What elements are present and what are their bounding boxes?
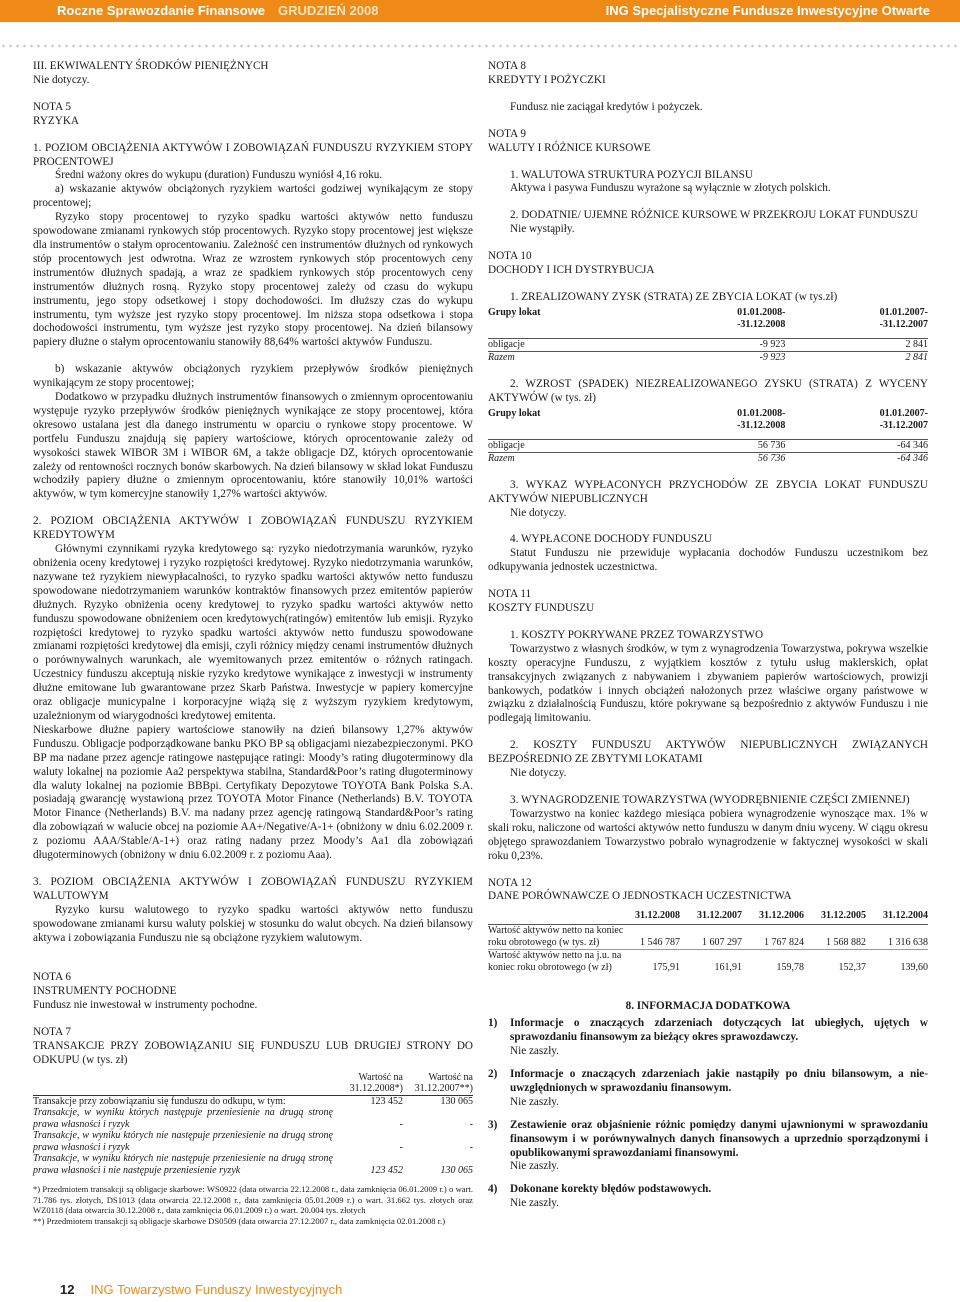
paragraph: Średni ważony okres do wykupu (duration) Funduszu wyniósł 4,16 roku. (55, 169, 383, 182)
row-label: Transakcje, w wyniku których nie następuje przeniesienie na drugą stronę prawa własności i ryzyk (33, 1130, 333, 1153)
repo-table (33, 1072, 473, 1177)
subsection-title-text: 2. WZROST (SPADEK) NIEZREALIZOWANEGO ZYSKU (STRATA) Z WYCENY AKTYWÓW (488, 377, 928, 404)
subsection-title: 1. KOSZTY POKRYWANE PRZEZ TOWARZYSTWO (510, 628, 764, 641)
note-subtitle: DOCHODY I ICH DYSTRYBUCJA (488, 264, 655, 277)
row-value: 56 736 (643, 453, 786, 466)
note-subtitle: DANE PORÓWNAWCZE O JEDNOSTKACH UCZESTNICTWA (488, 890, 792, 903)
row-value: 56 736 (643, 439, 786, 453)
column-header: 31.12.2004 (866, 910, 928, 925)
list-number: 3) (488, 1118, 498, 1131)
row-value: 159,78 (776, 962, 804, 974)
table-row (33, 1130, 473, 1153)
column-header: 31.12.2007**) (414, 1083, 473, 1095)
subsection-title (488, 378, 928, 406)
right-column (488, 60, 928, 1222)
list-item (488, 1119, 928, 1175)
row-value: 1 607 297 (680, 937, 742, 950)
footnote: *) Przedmiotem transakcji są obligacje skarbowe: WS0922 (data otwarcia 22.12.2008 r., data zamknięcia 06.01.2009 r.) o wart. 71.786 tys. złotych, DS1013 (data otwarcia 22.12.2008 r., data zamknięcia 05.01.2009 r.) o wart. 31.662 tys. złotych oraz WZ0118 (data otwarcia 30.12.2008 r., data zamknięcia 06.01.2009 r.) o wart. 20.004 tys. złotych (33, 1184, 473, 1216)
subsection-title: 3. WYNAGRODZENIE TOWARZYSTWA (WYODRĘBNIENIE CZĘŚCI ZMIENNEJ) (510, 794, 910, 806)
paragraph: Nie wystąpiły. (510, 223, 575, 236)
row-value: 175,91 (652, 962, 680, 974)
table-row (33, 1153, 473, 1176)
paragraph: Głównymi czynnikami ryzyka kredytowego są: ryzyko niedotrzymania warunków, ryzyko obniżenia oceny kredytowej i ryzyko rozpiętości kredytowej. Ryzyko niedotrzymania warunków, nazywane też ryzykiem niewypłacalności, to ryzyko spadku wartości aktywów netto funduszu spowodowane niedotrzymaniem warunków kontraktów finansowych przez emitentów papierów dłużnych. Ryzyko obniżenia oceny kredytowej to ryzyko spadku wartości aktywów netto funduszu spowodowane obniżeniem ocen kredytowych(ratingów) emitentów lub emisji. Ryzyko rozpiętości kredytowej to ryzyko spadku wartości aktywów netto funduszu spowodowane zmianami rozpiętości kredytowej dla emisji, czyli różnicy między cenami instrumentów dłużnych o porównywalnych warunkach, ale wyemitowanych przez emitentów o różnych ratingach. Uczestnicy funduszu akceptują niskie ryzyko kredytowe wynikające z inwestycji w instrumenty dłużne emitowane lub gwarantowane przez Skarb Państwa. Inwestycje w papiery komercyjne oraz obligacje municypalne i korporacyjne wiążą się z wyższym ryzykiem kredytowym, uzależnionym od wiarygodności kredytowej emitenta. (33, 543, 473, 722)
subsection-title: 3. POZIOM OBCIĄŻENIA AKTYWÓW I ZOBOWIĄZAŃ FUNDUSZU RYZYKIEM WALUTOWYM (33, 875, 473, 902)
list-text: Nie zaszły. (510, 1095, 559, 1108)
list-text: Nie zaszły. (510, 1045, 559, 1058)
paragraph: Towarzystwo na koniec każdego miesiąca pobiera wynagrodzenie wynoszące max. 1% w skali roku, naliczone od wartości aktywów netto funduszu w danym dniu wyceny. W ciągu okresu objętego sprawozdaniem Towarzystwo pobrało wynagrodzenie w faktycznej wysokości w skali roku 0,23%. (488, 807, 928, 862)
list-number: 1) (488, 1017, 498, 1030)
row-label: Razem (488, 352, 643, 365)
row-label: Wartość aktywów netto na koniec (488, 925, 624, 937)
paragraph: Nie dotyczy. (510, 506, 567, 519)
note-title: NOTA 6 (33, 971, 71, 984)
row-label: Transakcje, w wyniku których nie następuje przeniesienie na drugą stronę prawa własności i nie następuje przeniesienie ryzyk (33, 1153, 333, 1176)
footnote: **) Przedmiotem transakcji są obligacje skarbowe DS0509 (data otwarcia 27.12.2007 r., data zamknięcia 02.01.2008 r.) (33, 1215, 446, 1226)
list-number: 4) (488, 1183, 498, 1196)
column-header: 31.12.2008 (618, 910, 680, 925)
table-row (488, 925, 928, 938)
note-title: NOTA 5 (33, 100, 71, 113)
column-header: -31.12.2007 (879, 420, 928, 432)
column-header: -31.12.2008 (737, 420, 786, 432)
list-number: 2) (488, 1067, 498, 1080)
subsection-title (488, 291, 928, 305)
note-title: NOTA 11 (488, 588, 532, 601)
row-value: 152,37 (838, 962, 866, 974)
comparative-data-table (488, 910, 928, 974)
column-header: 01.01.2007- (879, 306, 928, 318)
row-value: 139,60 (900, 962, 928, 974)
table-row (488, 439, 928, 453)
paragraph: a) wskazanie aktywów obciążonych ryzykiem wartości godziwej wynikającym ze stopy procentowej; (33, 183, 473, 210)
unrealized-gain-table (488, 408, 928, 466)
footer-company: ING Towarzystwo Funduszy Inwestycyjnych (90, 1282, 343, 1297)
row-value: 161,91 (714, 962, 742, 974)
list-text: Nie zaszły. (510, 1197, 559, 1210)
row-label: koniec roku obrotowego (w zł) (488, 962, 612, 974)
note-title: NOTA 10 (488, 250, 532, 263)
column-header: 01.01.2007- (879, 407, 928, 419)
row-value: 1 568 882 (804, 937, 866, 950)
list-heading: Informacje o znaczących zdarzeniach jakie nastąpiły po dniu bilansowym, a nie-uwzględnionych w sprawozdaniu finansowym. (510, 1067, 928, 1094)
row-value: - (399, 1141, 403, 1153)
column-header: 31.12.2008*) (349, 1083, 403, 1095)
row-value: 123 452 (370, 1164, 403, 1176)
row-value: - (469, 1118, 473, 1130)
unit-label: (w tys.zł) (792, 290, 838, 303)
page-header (0, 0, 960, 22)
table-row (33, 1095, 473, 1107)
row-value: 2 841 (785, 338, 928, 352)
table-row (488, 962, 928, 974)
paragraph: Statut Funduszu nie przewiduje wypłacania dochodów Funduszu uczestnikom bez odkupywania jednostek uczestnictwa. (488, 547, 928, 574)
column-header: 31.12.2006 (742, 910, 804, 925)
column-header: -31.12.2008 (737, 319, 786, 331)
subsection-title: 1. POZIOM OBCIĄŻENIA AKTYWÓW I ZOBOWIĄZAŃ FUNDUSZU RYZYKIEM STOPY PROCENTOWEJ (33, 141, 473, 168)
column-header: Grupy lokat (488, 407, 541, 419)
header-fund-name: ING Specjalistyczne Fundusze Inwestycyjne Otwarte (605, 3, 930, 18)
paragraph: Fundusz nie inwestował w instrumenty pochodne. (33, 999, 258, 1012)
row-label: Transakcje przy zobowiązaniu się funduszu do odkupu, w tym: (33, 1095, 333, 1107)
column-header: Wartość na (428, 1071, 473, 1083)
header-report-title: Roczne Sprawozdanie Finansowe (57, 3, 266, 18)
paragraph: Nieskarbowe dłużne papiery wartościowe stanowiły na dzień bilansowy 1,27% aktywów Funduszu. Obligacje podporządkowane banku PKO BP są obligacjami niezabezpieczonymi. PKO BP ma nadane przez agencje ratingowe następujące ratingi: Moody’s rating długoterminowy dla waluty lokalnej na poziomie Aa2 perspektywa stabilna, Standard&Poor’s rating długoterminowy dla waluty lokalnej na poziomie BBBpi. Certyfikaty Depozytowe TOYOTA Bank Polska S.A. posiadają gwarancję wystawioną przez TOYOTA Motor Finance (Netherlands) B.V. TOYOTA Motor Finance (Netherlands) B.V. ma nadany przez agencję ratingową Standard&Poor’s rating dla zobowiązań w walucie obcej na poziomie AA+/Negative/A-1+ (obniżony w dniu 6.02.2009 r. z poziomu AAA/Stable/A-1+) oraz rating nadany przez Moody’s Aa1 dla zobowiązań długoterminowych (obniżony w dniu 6.02.2009 r. z poziomu Aaa). (33, 723, 473, 862)
row-label: Transakcje, w wyniku których następuje przeniesienie na drugą stronę prawa własności i ryzyk (33, 1107, 333, 1130)
paragraph: b) wskazanie aktywów obciążonych ryzykiem przepływów środków pieniężnych wynikającym ze stopy procentowej; (33, 363, 473, 390)
row-value: -9 923 (643, 338, 786, 352)
table-row (488, 338, 928, 352)
note-subtitle: WALUTY I RÓŻNICE KURSOWE (488, 141, 651, 154)
header-date: GRUDZIEŃ 2008 (278, 3, 379, 18)
subsection-title: 3. WYKAZ WYPŁACONYCH PRZYCHODÓW ZE ZBYCIA LOKAT FUNDUSZU AKTYWÓW NIEPUBLICZNYCH (488, 478, 928, 505)
dotted-divider (0, 44, 960, 48)
list-heading: Informacje o znaczących zdarzeniach dotyczących lat ubiegłych, ujętych w sprawozdaniu finansowym za bieżący okres sprawozdawczy. (510, 1017, 928, 1044)
column-header: 01.01.2008- (737, 306, 786, 318)
row-value: -9 923 (643, 352, 786, 365)
column-header: 31.12.2007 (680, 910, 742, 925)
column-header: -31.12.2007 (879, 319, 928, 331)
table-row (488, 950, 928, 963)
row-value: 130 065 (440, 1164, 473, 1176)
page-number: 12 (60, 1282, 75, 1297)
row-value: 1 316 638 (866, 937, 928, 950)
additional-info-list (488, 1017, 928, 1211)
realized-gain-table (488, 307, 928, 365)
note-subtitle (33, 1040, 473, 1068)
paragraph: Fundusz nie zaciągał kredytów i pożyczek. (510, 100, 703, 113)
list-heading: Zestawienie oraz objaśnienie różnic pomiędzy danymi ujawnionymi w sprawozdaniu finansowym i w porównywalnych danych finansowych a uprzednio sporządzonymi i opublikowanymi sprawozdaniami finansowymi. (510, 1118, 928, 1159)
page-footer (60, 1282, 342, 1297)
note-title: NOTA 9 (488, 127, 526, 140)
table-row (488, 453, 928, 466)
left-column (33, 60, 473, 1226)
column-header: 31.12.2005 (804, 910, 866, 925)
row-value: 2 841 (785, 352, 928, 365)
row-label: Razem (488, 453, 643, 466)
paragraph: Towarzystwo z własnych środków, w tym z wynagrodzenia Towarzystwa, pokrywa wszelkie koszty operacyjne Funduszu, z wyjątkiem kosztów z tytułu usług maklerskich, opłat transakcyjnych związanych z nabywaniem i zbywaniem papierów wartościowych, prowizji bankowych, podatków i innych obciążeń nałożonych przez właściwe organy państwowe w związku z działalnością Funduszu, które pokrywane są bezpośrednio z aktywów Funduszu i nie podlegają limitowaniu. (488, 642, 928, 725)
column-header: 01.01.2008- (737, 407, 786, 419)
list-item (488, 1183, 928, 1211)
list-heading: Dokonane korekty błędów podstawowych. (510, 1183, 712, 1196)
unit-label: (w tys. zł) (79, 1054, 128, 1066)
row-value: 1 767 824 (742, 937, 804, 950)
paragraph: Dodatkowo w przypadku dłużnych instrumentów finansowych o zmiennym oprocentowaniu występuje ryzyko przepływów środków pieniężnych wynikające ze stopy procentowej, która okresowo ustalana jest dla danego instrumentu w oparciu o rynkowe stopy procentowe. W portfelu Funduszu znajdują się papiery wartościowe, których oprocentowanie zależy od wysokości stawek WIBOR 3M i WIBOR 6M, a także obligacje DZ, których oprocentowanie zależy od rentowności rocznych bonów skarbowych. Na dzień bilansowy w skład lokat Funduszu wchodziły papiery dłużne o zmiennym oprocentowaniu, które stanowiły 10,01% wartości aktywów, w tym komercyjne stanowiły 1,27% wartości aktywów. (33, 391, 473, 501)
row-value: - (399, 1118, 403, 1130)
subsection-title: 2. DODATNIE/ UJEMNE RÓŻNICE KURSOWE W PRZEKROJU LOKAT FUNDUSZU (510, 209, 919, 222)
row-value: - (469, 1141, 473, 1153)
column-header: Wartość na (358, 1071, 403, 1083)
row-label: Wartość aktywów netto na j.u. na (488, 950, 622, 962)
note-subtitle: KOSZTY FUNDUSZU (488, 602, 595, 615)
table-row (33, 1107, 473, 1130)
subsection-title: 2. POZIOM OBCIĄŻENIA AKTYWÓW I ZOBOWIĄZAŃ FUNDUSZU RYZYKIEM KREDYTOWYM (33, 515, 473, 542)
paragraph: Ryzyko stopy procentowej to ryzyko spadku wartości aktywów netto funduszu spowodowane zmianami rynkowych stóp procentowych. Ryzyko stopy procentowej jest większe dla instrumentów o stałym oprocentowaniu. Zależność cen instrumentów dłużnych od rynkowych stóp procentowych jest odwrotna. Wraz ze wzrostem rynkowych stóp procentowych ceny instrumentów dłużnych spadają, a wraz ze spadkiem rynkowych stóp procentowych ceny instrumentów dłużnych rosną. Ryzyko stopy procentowej zależy od czasu do wykupu instrumentu, jego stopy odsetkowej i stopy dochodowości. Im dłuższy czas do wykupu instrumentu, tym wyższe jest ryzyko stopy procentowej. Im niższa stopa odsetkowa i stopa dochodowości instrumentu, tym wyższe jest ryzyko stopy procentowej. Na dzień bilansowy papiery dłużne o stałym oprocentowaniu stanowiły 88,64% wartości aktywów Funduszu. (33, 211, 473, 349)
paragraph: Nie dotyczy. (33, 73, 90, 86)
row-value: -64 346 (785, 453, 928, 466)
list-item (488, 1068, 928, 1110)
note-subtitle: INSTRUMENTY POCHODNE (33, 985, 177, 998)
row-value: -64 346 (785, 439, 928, 453)
column-header: Grupy lokat (488, 306, 541, 318)
row-label: obligacje (488, 338, 643, 352)
paragraph: Aktywa i pasywa Funduszu wyrażone są wyłącznie w złotych polskich. (510, 182, 831, 195)
note-subtitle-text: TRANSAKCJE PRZY ZOBOWIĄZANIU SIĘ FUNDUSZU LUB DRUGIEJ STRONY DO ODKUPU (33, 1040, 473, 1066)
row-label: obligacje (488, 439, 643, 453)
note-subtitle: KREDYTY I POŻYCZKI (488, 73, 606, 86)
note-title: NOTA 8 (488, 60, 526, 72)
subsection-title: 2. KOSZTY FUNDUSZU AKTYWÓW NIEPUBLICZNYCH ZWIĄZANYCH BEZPOŚREDNIO ZE ZBYTYMI LOKATAMI (488, 739, 928, 766)
paragraph: Nie dotyczy. (510, 767, 567, 780)
note-title: NOTA 7 (33, 1026, 71, 1039)
unit-label: (w tys. zł) (548, 391, 596, 404)
subsection-title-text: 1. ZREALIZOWANY ZYSK (STRATA) ZE ZBYCIA LOKAT (510, 290, 793, 303)
subsection-title: 1. WALUTOWA STRUKTURA POZYCJI BILANSU (510, 168, 753, 181)
paragraph: Ryzyko kursu walutowego to ryzyko spadku wartości aktywów netto funduszu spowodowane zmianami kursu waluty polskiej w stosunku do walut obcych. Na dzień bilansowy aktywa i zobowiązania Funduszu nie są obciążone ryzykiem walutowym. (33, 903, 473, 944)
table-row (488, 352, 928, 365)
row-value: 1 546 787 (618, 937, 680, 950)
table-row (488, 937, 928, 950)
note-subtitle: RYZYKA (33, 114, 79, 127)
row-label: roku obrotowego (w tys. zł) (488, 937, 618, 950)
section-title: 8. INFORMACJA DODATKOWA (625, 1000, 791, 1013)
row-value: 123 452 (333, 1095, 403, 1107)
subsection-title: 4. WYPŁACONE DOCHODY FUNDUSZU (510, 533, 713, 546)
list-text: Nie zaszły. (510, 1160, 559, 1173)
row-value: 130 065 (403, 1095, 473, 1107)
note-title: NOTA 12 (488, 876, 532, 889)
section-title: III. EKWIWALENTY ŚRODKÓW PIENIĘŻNYCH (33, 60, 269, 72)
list-item (488, 1017, 928, 1059)
